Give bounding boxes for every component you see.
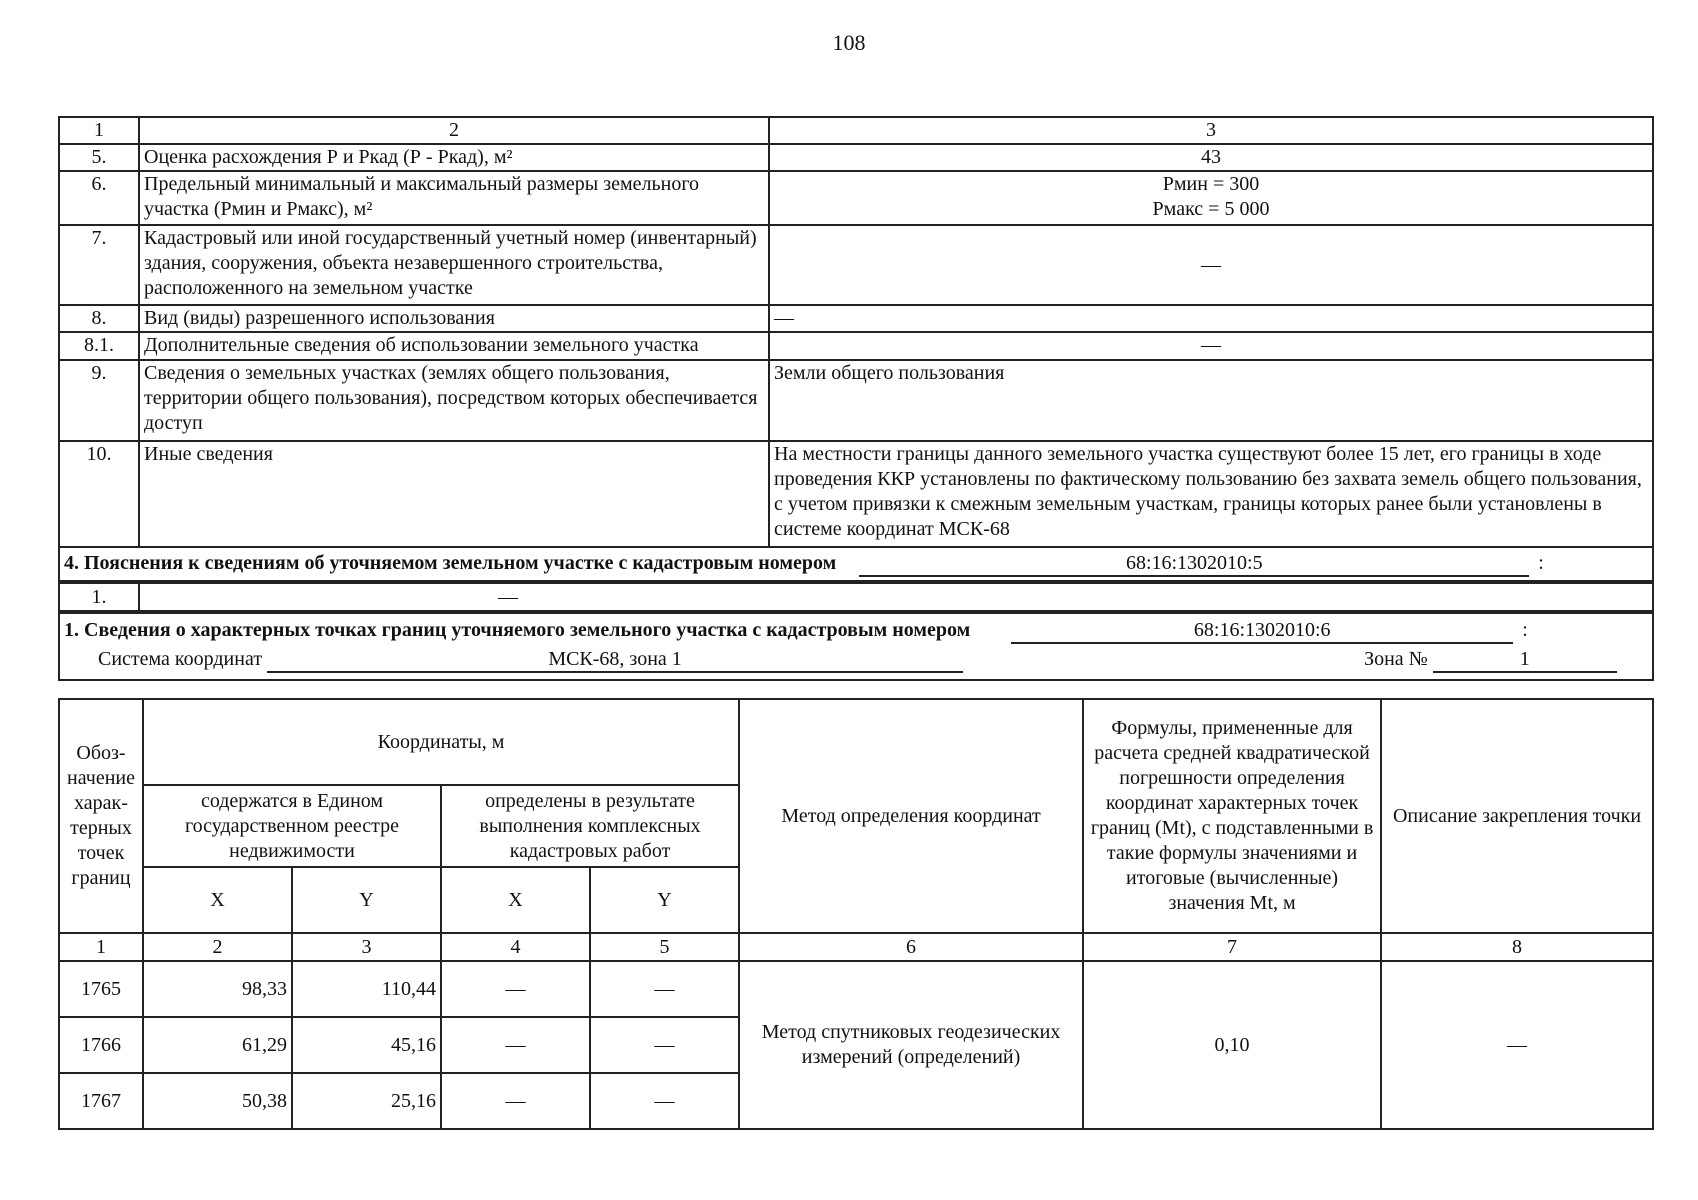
table-row (59, 961, 1653, 1017)
row-number: 10. (59, 441, 139, 547)
section-1-header (59, 612, 1653, 680)
description-value: — (1381, 961, 1653, 1129)
coord-system-label: Система координат (98, 648, 263, 670)
point-y-kkr: — (590, 1073, 739, 1129)
point-id: 1767 (59, 1073, 143, 1129)
point-y: 25,16 (292, 1073, 441, 1129)
column-number: 2 (143, 933, 292, 961)
row-value: Земли общего пользования (769, 360, 1653, 441)
row-value-line: Рмин = 300 (1162, 173, 1260, 195)
x-header: X (441, 867, 590, 933)
section-4-colon: : (1538, 552, 1544, 574)
coordinates-header: Координаты, м (143, 699, 739, 785)
column-numbers-row (59, 933, 1653, 961)
row-value: На местности границы данного земельного участка существуют более 15 лет, его границы в ходе проведения ККР установлены по фактическому пользованию без захвата земель общего пользования, с учетом привязки к смежным земельным участкам, границы которых ранее были установлены в системе координат МСК-68 (769, 441, 1653, 547)
boundary-points-table (58, 698, 1654, 1130)
table-row (59, 441, 1653, 547)
row-value: 43 (769, 144, 1653, 171)
column-number: 3 (292, 933, 441, 961)
row-label: Иные сведения (139, 441, 769, 547)
row-label: Сведения о земельных участках (землях общего пользования, территории общего пользования), посредством которых обеспечивается доступ (139, 360, 769, 441)
point-x: 61,29 (143, 1017, 292, 1073)
row-value: — (769, 332, 1653, 360)
zone-label: Зона № (1364, 648, 1428, 670)
method-header: Метод определения координат (739, 699, 1083, 933)
column-header: 3 (769, 117, 1653, 144)
row-label: Оценка расхождения Р и Ркад (Р - Ркад), м² (139, 144, 769, 171)
column-header: 1 (59, 117, 139, 144)
point-y: 110,44 (292, 961, 441, 1017)
egrn-header: содержатся в Едином государственном реестре недвижимости (143, 785, 441, 867)
row-value: — (139, 582, 1653, 612)
parcel-details-table (58, 116, 1654, 681)
point-x-kkr: — (441, 1017, 590, 1073)
page-number: 108 (832, 30, 866, 55)
row-number: 7. (59, 225, 139, 305)
row-label: Кадастровый или иной государственный учетный номер (инвентарный) здания, сооружения, объекта незавершенного строительства, расположенного на земельном участке (139, 225, 769, 305)
formulas-header: Формулы, примененные для расчета средней квадратической погрешности определения координат характерных точек границ (Mt), с подставленными в такие формулы значениями и итоговые (вычисленные) значения Mt, м (1083, 699, 1381, 933)
row-value-line: Рмакс = 5 000 (1152, 198, 1270, 220)
table-row (59, 305, 1653, 332)
row-number: 8. (59, 305, 139, 332)
y-header: Y (590, 867, 739, 933)
coord-system-value: МСК-68, зона 1 (267, 647, 963, 673)
y-header: Y (292, 867, 441, 933)
section-4-header (59, 547, 1653, 582)
row-label: Вид (виды) разрешенного использования (139, 305, 769, 332)
column-number: 4 (441, 933, 590, 961)
designation-header: Обоз-начение харак-терных точек границ (59, 699, 143, 933)
column-number: 6 (739, 933, 1083, 961)
point-y: 45,16 (292, 1017, 441, 1073)
column-number: 5 (590, 933, 739, 961)
table-row (59, 360, 1653, 441)
point-id: 1765 (59, 961, 143, 1017)
point-x-kkr: — (441, 961, 590, 1017)
row-number: 8.1. (59, 332, 139, 360)
point-x-kkr: — (441, 1073, 590, 1129)
row-value: — (769, 225, 1653, 305)
zone-value: 1 (1433, 647, 1617, 673)
table-row (59, 582, 1653, 612)
table-header-row (59, 117, 1653, 144)
method-value: Метод спутниковых геодезических измерений (определений) (739, 961, 1083, 1129)
section-1-cadastral-number: 68:16:1302010:6 (1011, 618, 1513, 644)
table-row (59, 332, 1653, 360)
point-x: 50,38 (143, 1073, 292, 1129)
description-header: Описание закрепления точки (1381, 699, 1653, 933)
row-number: 9. (59, 360, 139, 441)
point-y-kkr: — (590, 1017, 739, 1073)
x-header: X (143, 867, 292, 933)
row-value (769, 171, 1653, 225)
row-value: — (769, 305, 1653, 332)
section-4-cadastral-number: 68:16:1302010:5 (859, 551, 1529, 577)
row-number: 5. (59, 144, 139, 171)
point-id: 1766 (59, 1017, 143, 1073)
row-number: 1. (59, 582, 139, 612)
table-row (59, 144, 1653, 171)
column-number: 7 (1083, 933, 1381, 961)
table-row (59, 171, 1653, 225)
column-number: 8 (1381, 933, 1653, 961)
column-number: 1 (59, 933, 143, 961)
point-x: 98,33 (143, 961, 292, 1017)
point-y-kkr: — (590, 961, 739, 1017)
row-number: 6. (59, 171, 139, 225)
section-1-title: 1. Сведения о характерных точках границ уточняемого земельного участка с кадастровым номером (64, 619, 971, 641)
kkr-header: определены в результате выполнения комплексных кадастровых работ (441, 785, 739, 867)
section-4-title: 4. Пояснения к сведениям об уточняемом земельном участке с кадастровым номером (64, 552, 837, 574)
mt-value: 0,10 (1083, 961, 1381, 1129)
table-row (59, 225, 1653, 305)
section-1-colon: : (1522, 619, 1528, 641)
row-label: Предельный минимальный и максимальный размеры земельного участка (Рмин и Рмакс), м² (139, 171, 769, 225)
row-label: Дополнительные сведения об использовании земельного участка (139, 332, 769, 360)
column-header: 2 (139, 117, 769, 144)
